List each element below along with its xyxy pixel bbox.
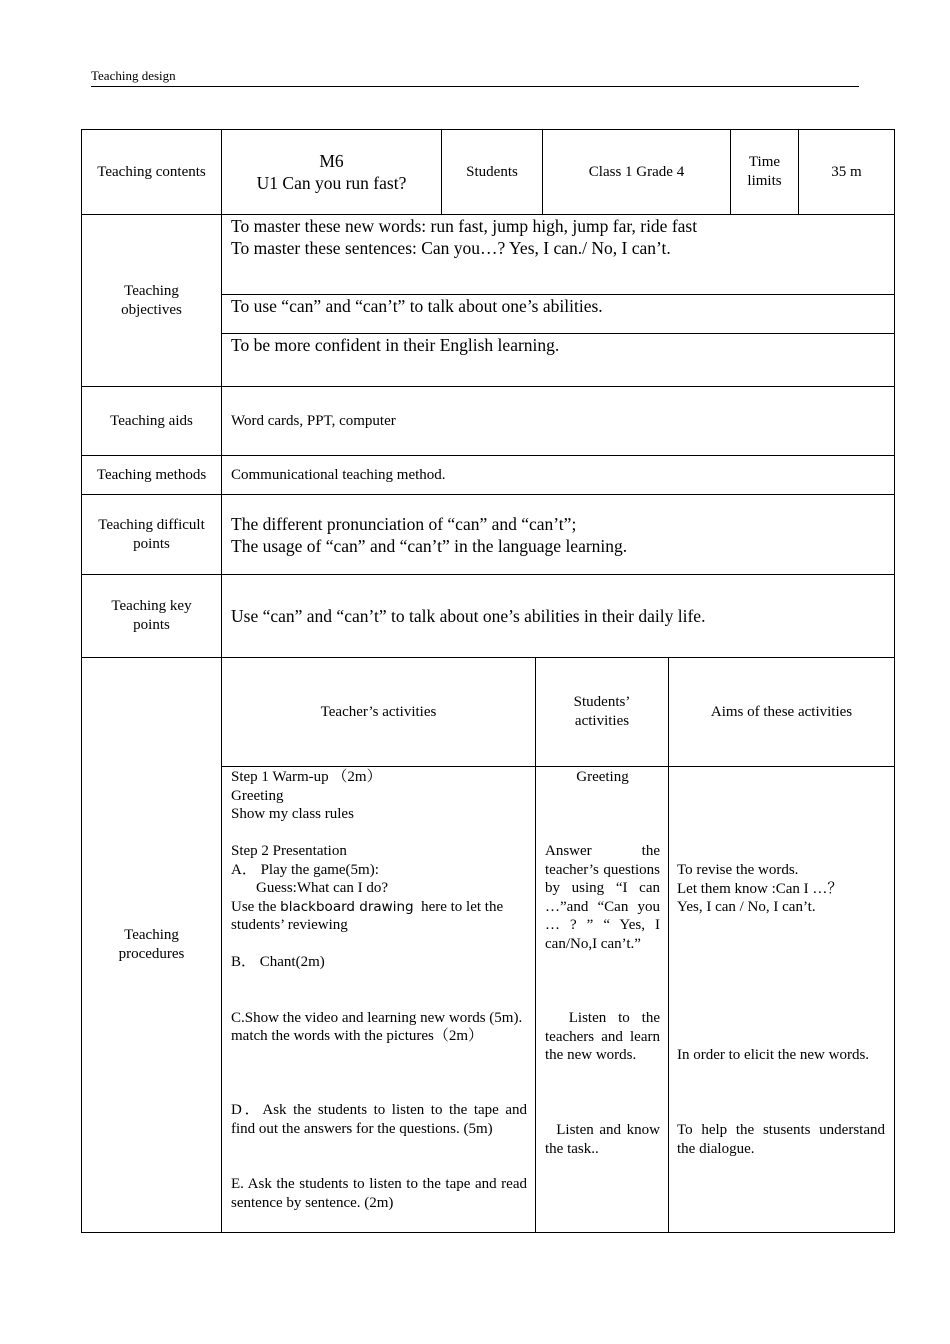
objective-3 <box>231 334 891 356</box>
header-title: Teaching design <box>91 68 176 83</box>
step-a-use-part1: Use the <box>231 898 281 915</box>
objective-1 <box>231 215 891 259</box>
key-points-value <box>231 575 891 657</box>
aims-header <box>669 658 894 766</box>
students-activities-header-line2: activities <box>574 713 630 729</box>
key-value-text: Use “can” and “can’t” to talk about one’s abilities in their daily life. <box>231 606 706 626</box>
spacer <box>231 972 527 991</box>
spacer <box>231 1064 527 1083</box>
teaching-contents-label <box>82 130 221 214</box>
step1-warmup: Step 1 Warm-up （2m） <box>231 769 382 785</box>
step-d-listen: D．Ask the students to listen to the tape and find out the answers for the questions. (5m) <box>231 1102 527 1137</box>
objective-3-text: To be more confident in their English learning. <box>231 335 560 355</box>
procedures-label-line1: Teaching <box>124 927 179 943</box>
procedure-header-line <box>221 766 895 767</box>
teaching-contents-label-text: Teaching contents <box>97 163 206 180</box>
teacher-activities <box>231 768 527 1212</box>
difficult-label-line1: Teaching difficult <box>98 516 205 533</box>
objective-2 <box>231 295 891 317</box>
step-a-use-part2: blackboard drawing <box>280 898 414 915</box>
step-a-use-part4: students’ reviewing <box>231 917 348 933</box>
students-greeting: Greeting <box>576 769 629 785</box>
students-answer: Answer the teacher’s questions by using “I can …”and “Can you … ? ” “ Yes, I can/No,I can’t.” <box>545 843 660 952</box>
teaching-contents-value <box>222 130 441 214</box>
step-c-match: match the words with the pictures（2m） <box>231 1028 484 1044</box>
procedures-label-line2: procedures <box>118 946 185 962</box>
spacer <box>231 935 527 954</box>
step-a-guess: Guess:What can I do? <box>256 880 389 896</box>
students-label <box>442 130 542 214</box>
teacher-activities-header-text: Teacher’s activities <box>320 703 437 720</box>
step-a-use-part3: here to let the <box>413 898 504 915</box>
procedures-label <box>82 658 221 1232</box>
aids-value-text: Word cards, PPT, computer <box>231 412 396 429</box>
objectives-label-line2: objectives <box>121 301 182 318</box>
aims-revise <box>677 861 885 917</box>
difficult-points-label <box>82 495 221 574</box>
aims-elicit: In order to elicit the new words. <box>677 1047 870 1063</box>
difficult-line1: The different pronunciation of “can” and “can’t”; <box>231 513 577 534</box>
objective-1-line2: To master these sentences: Can you…? Yes, I can./ No, I can’t. <box>231 238 671 258</box>
aims-revise-line2: Let them know :Can I …？ <box>677 880 843 897</box>
step-a-use <box>231 898 527 917</box>
objective-1-line1: To master these new words: run fast, jump high, jump far, ride fast <box>231 216 698 236</box>
time-limits-value <box>799 130 894 214</box>
students-value <box>543 130 730 214</box>
teacher-greeting: Greeting <box>231 787 284 804</box>
teaching-aids-label <box>82 387 221 455</box>
spacer <box>231 824 527 843</box>
difficult-points-value <box>231 495 891 574</box>
aids-label-text: Teaching aids <box>110 412 193 429</box>
methods-label-text: Teaching methods <box>96 466 207 483</box>
time-label-line1: Time <box>748 154 781 170</box>
spacer <box>231 1157 527 1176</box>
step-b-chant: B． Chant(2m) <box>231 954 325 970</box>
teaching-aids-value <box>231 387 891 455</box>
page-header <box>91 67 859 87</box>
difficult-line2: The usage of “can” and “can’t” in the language learning. <box>231 535 628 556</box>
teaching-objectives-label <box>82 215 221 386</box>
objectives-label-line1: Teaching <box>124 282 179 299</box>
show-class-rules: Show my class rules <box>231 806 354 822</box>
table-border-bottom <box>81 1232 895 1233</box>
students-value-text: Class 1 Grade 4 <box>588 163 685 180</box>
key-points-label <box>82 575 221 657</box>
students-label-text: Students <box>466 163 518 180</box>
teacher-activities-header <box>222 658 535 766</box>
methods-value-text: Communicational teaching method. <box>231 466 446 483</box>
teaching-methods-value <box>231 456 891 494</box>
time-limits-label <box>731 130 798 214</box>
step-e-read: E. Ask the students to listen to the tape and read sentence by sentence. (2m) <box>231 1176 527 1211</box>
key-label-line1: Teaching key <box>111 598 192 614</box>
time-value-text: 35 m <box>831 163 862 180</box>
aims-header-text: Aims of these activities <box>710 703 853 720</box>
step-a-game: A． Play the game(5m): <box>231 861 379 878</box>
aims-revise-line1: To revise the words. <box>677 862 799 878</box>
spacer <box>231 1138 527 1157</box>
students-activities-header-line1: Students’ <box>573 694 631 710</box>
step2-presentation: Step 2 Presentation <box>231 843 347 859</box>
spacer <box>231 1046 527 1065</box>
spacer <box>231 1083 527 1102</box>
students-know-task: Listen and know the task.. <box>545 1122 664 1157</box>
aims-revise-line3: Yes, I can / No, I can’t. <box>677 899 816 915</box>
objective-2-text: To use “can” and “can’t” to talk about one’s abilities. <box>231 296 603 316</box>
unit-title: U1 Can you run fast? <box>256 173 407 193</box>
students-listen: Listen to the teachers and learn the new words. <box>545 1010 664 1063</box>
step-c-video: C.Show the video and learning new words (5m). <box>231 1009 523 1026</box>
time-label-line2: limits <box>747 173 782 189</box>
teaching-methods-label <box>82 456 221 494</box>
module-title: M6 <box>319 151 344 171</box>
students-activities <box>545 768 664 1157</box>
key-label-line2: points <box>133 617 170 633</box>
spacer <box>231 990 527 1009</box>
difficult-label-line2: points <box>133 535 170 552</box>
students-activities-header <box>536 658 668 766</box>
aims-help: To help the stusents understand the dialogue. <box>677 1122 885 1157</box>
